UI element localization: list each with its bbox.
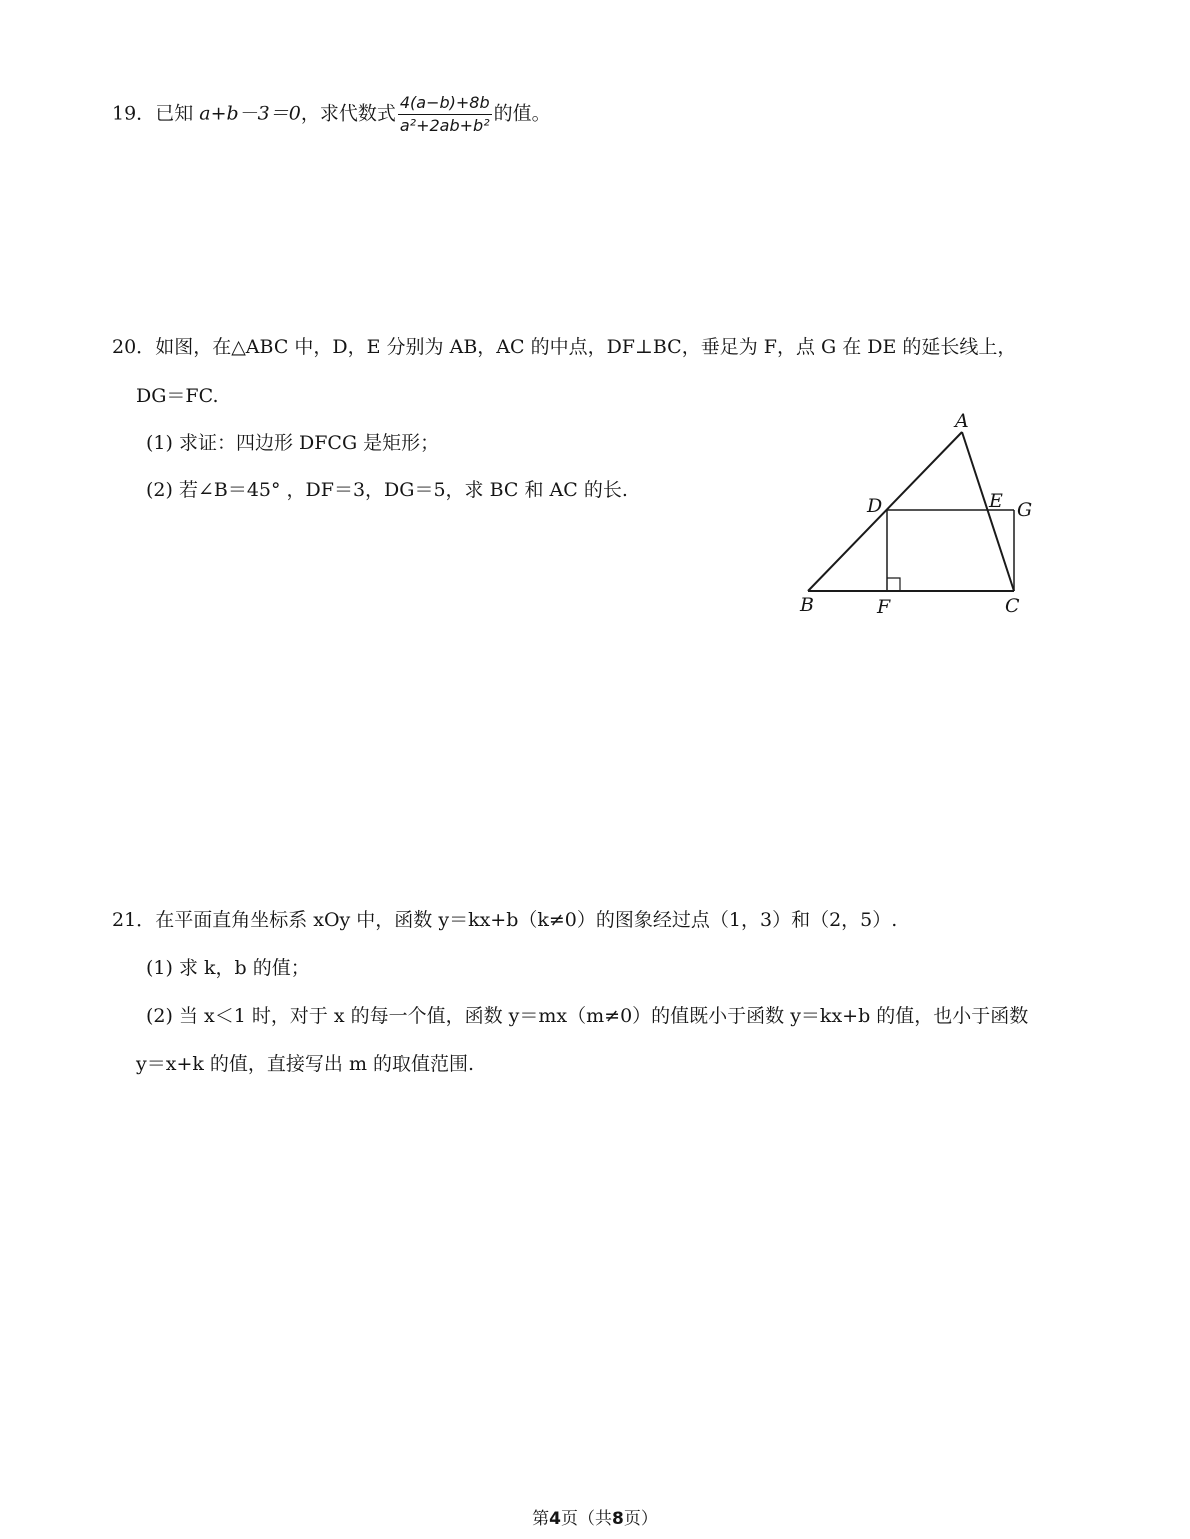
question-21-text-1: 在平面直角坐标系 xOy 中，函数 y＝kx+b（k≠0）的图象经过点（1，3）和（2，5）.: [155, 909, 898, 931]
side-ab: [808, 432, 962, 591]
question-20-line2: DG＝FC.: [136, 385, 219, 407]
question-21-number: 21．: [112, 909, 156, 931]
question-20-part1: (1) 求证：四边形 DFCG 是矩形；: [146, 432, 440, 454]
question-19-prefix: 已知: [155, 102, 194, 125]
footer-prefix: 第: [532, 1509, 550, 1529]
question-20-line1: [112, 334, 1016, 360]
page-footer: [0, 1508, 1190, 1530]
question-19-number: 19．: [112, 102, 156, 125]
side-ac: [962, 432, 1014, 591]
question-19: [112, 94, 551, 135]
question-21-line1: [112, 907, 897, 933]
fraction-denominator: a²+2ab+b²: [399, 116, 490, 135]
label-g: G: [1017, 499, 1033, 521]
label-d: D: [867, 495, 883, 517]
footer-total-pages: 8: [612, 1509, 624, 1529]
question-20-part2: (2) 若∠B＝45° ，DF＝3，DG＝5，求 BC 和 AC 的长.: [146, 479, 628, 501]
label-f: F: [877, 596, 891, 618]
question-21-part1: (1) 求 k，b 的值；: [146, 957, 310, 979]
right-angle-mark: [887, 578, 900, 591]
label-b: B: [800, 594, 814, 616]
question-19-mid: ，求代数式: [300, 102, 396, 125]
question-21-part2b: y＝x+k 的值，直接写出 m 的取值范围.: [136, 1053, 475, 1075]
fraction-numerator: 4(a−b)+8b: [399, 93, 490, 112]
question-21-part2a: (2) 当 x＜1 时，对于 x 的每一个值，函数 y＝mx（m≠0）的值既小于函数 y＝kx+b 的值，也小于函数: [146, 1005, 1029, 1027]
question-19-suffix: 的值。: [493, 102, 551, 125]
label-c: C: [1005, 595, 1020, 617]
footer-suffix: 页）: [623, 1509, 658, 1529]
question-20-text-1: 如图，在△ABC 中，D，E 分别为 AB，AC 的中点，DF⊥BC，垂足为 F，点 G 在 DE 的延长线上，: [155, 336, 1017, 358]
triangle-figure: [790, 405, 1050, 620]
question-19-fraction: [398, 94, 492, 135]
footer-middle: 页（共: [561, 1509, 612, 1529]
footer-page-number: 4: [549, 1509, 561, 1529]
question-19-condition: a+b－3＝0: [199, 102, 301, 125]
question-20-number: 20．: [112, 336, 156, 358]
label-e: E: [989, 490, 1003, 512]
label-a: A: [955, 410, 969, 432]
